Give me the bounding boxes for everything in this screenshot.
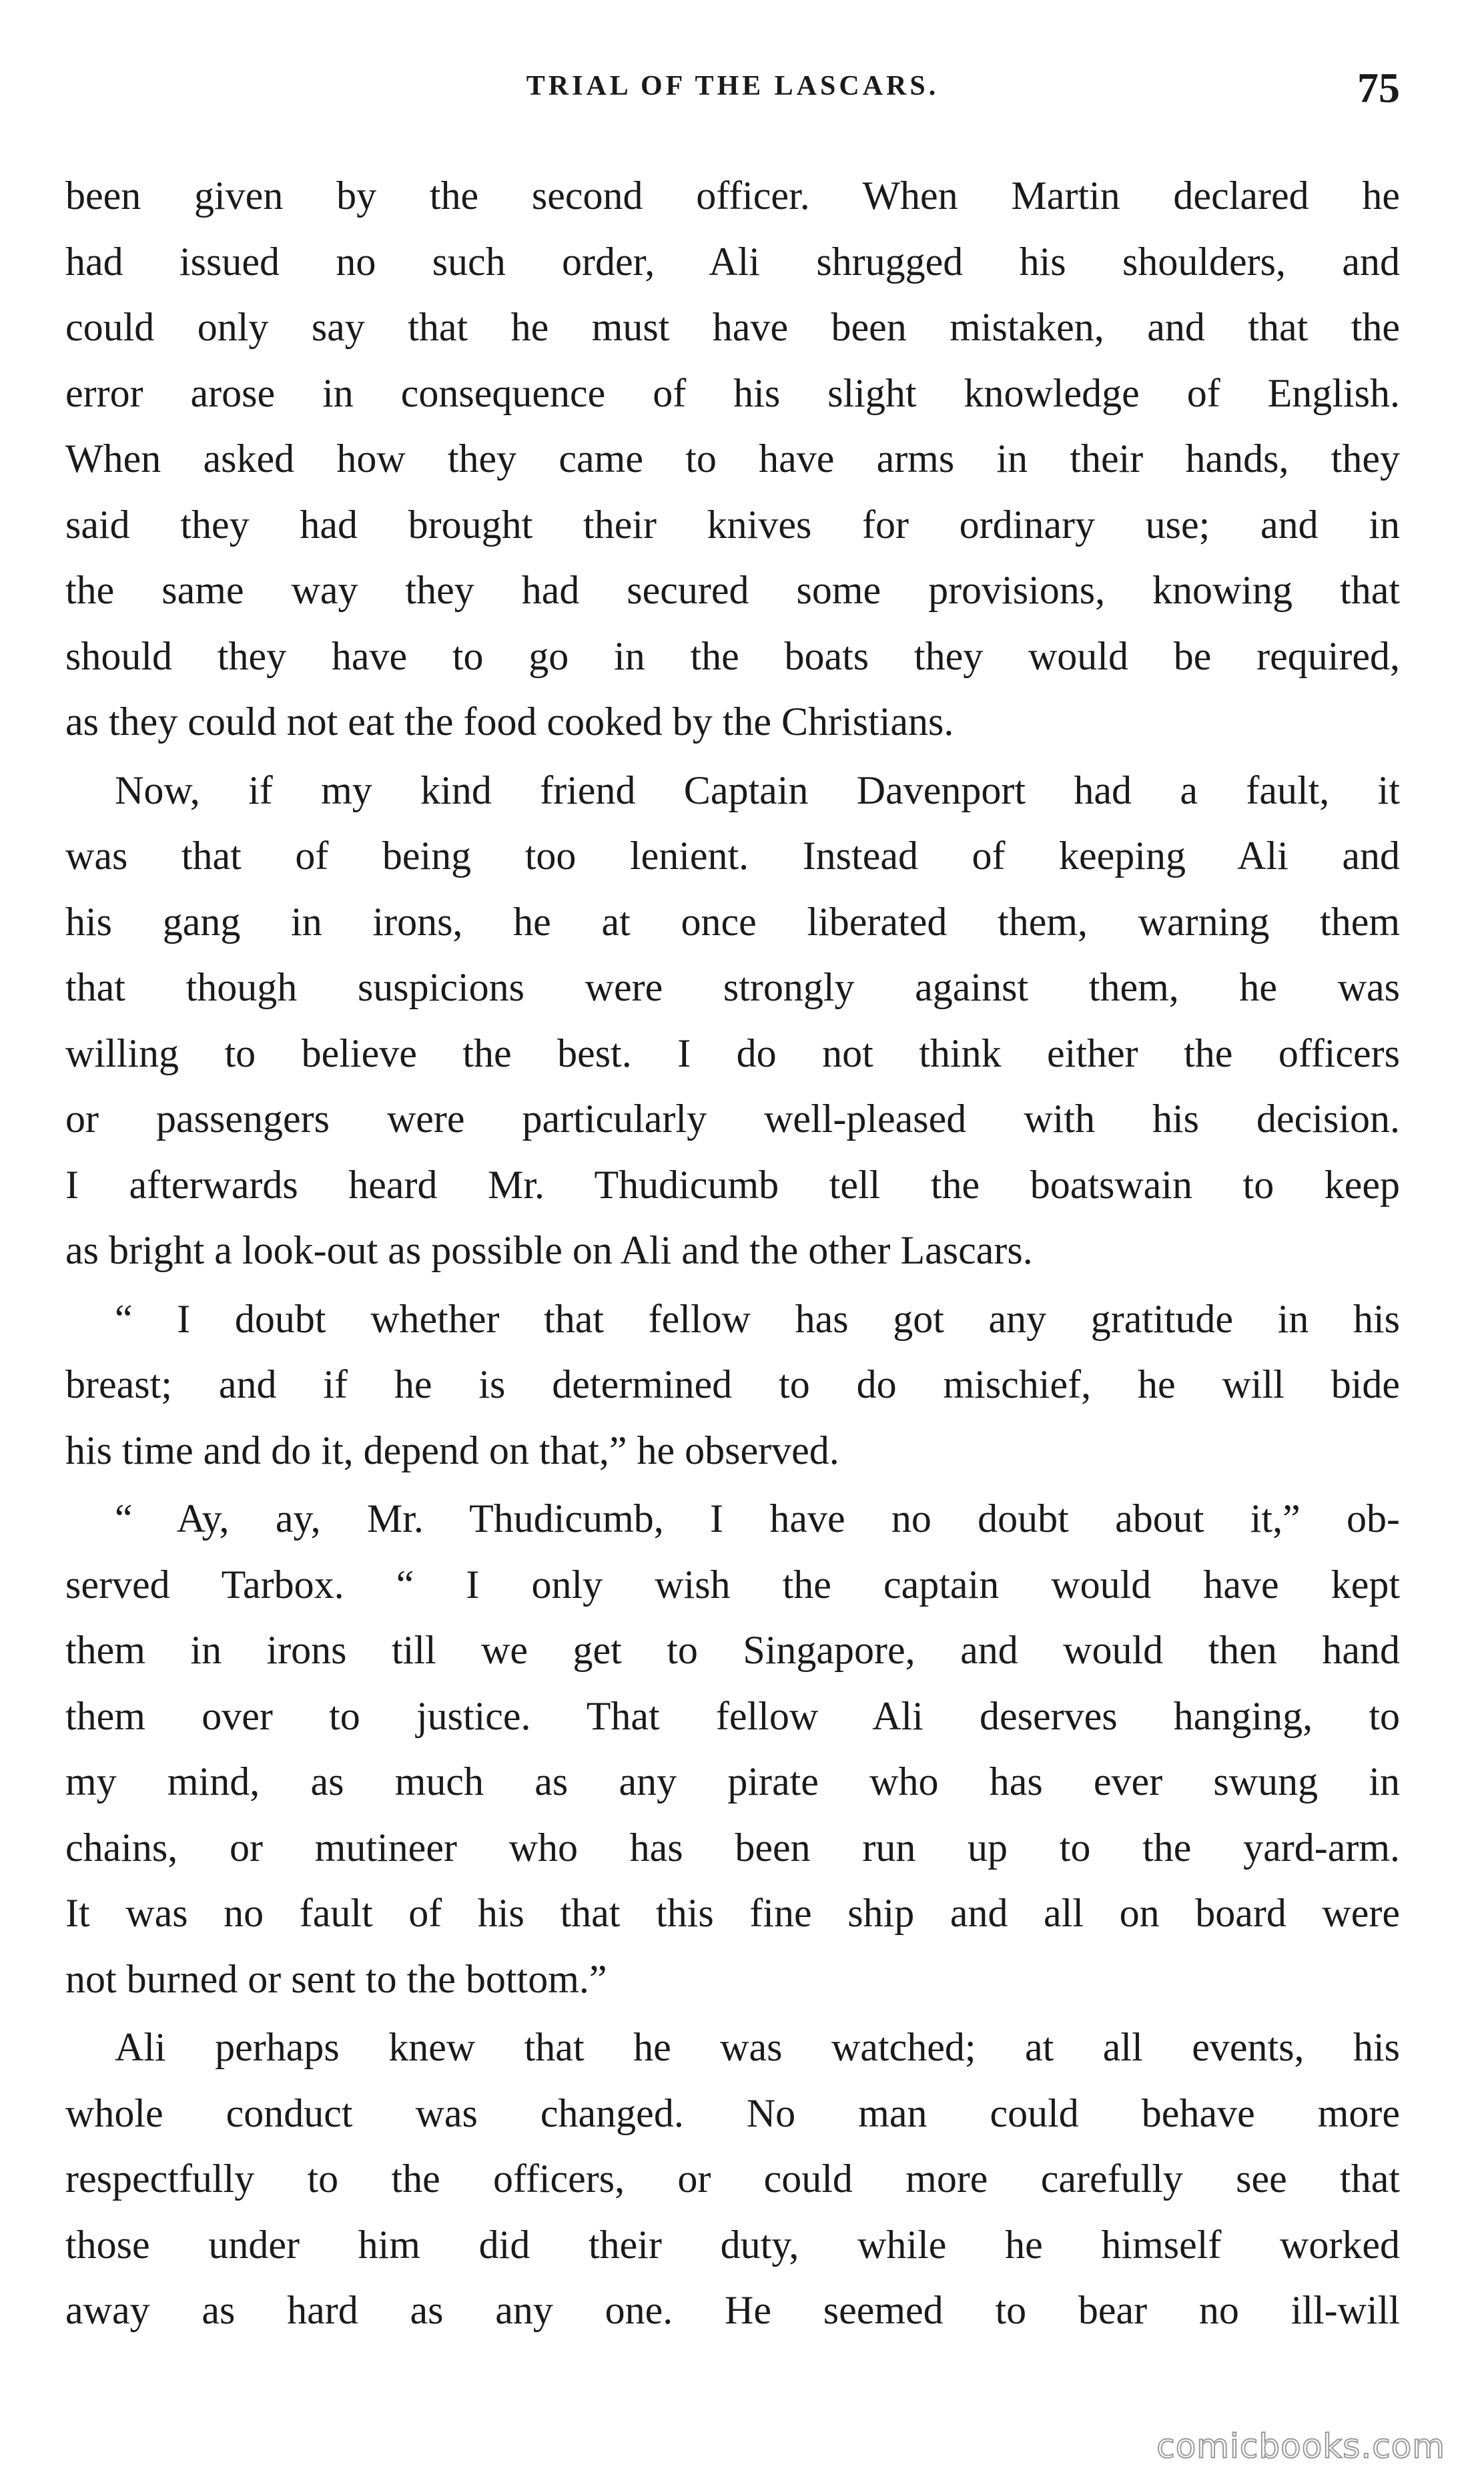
text-line: his time and do it, depend on that,” he observed. bbox=[65, 1428, 839, 1472]
text-line: that though suspicions were strongly against them, he was bbox=[65, 965, 1400, 1009]
text-line: not burned or sent to the bottom.” bbox=[65, 1956, 607, 2001]
paragraph bbox=[65, 163, 1400, 755]
page-number: 75 bbox=[1357, 64, 1400, 111]
text-line: Now, if my kind friend Captain Davenport had a fault, it bbox=[115, 768, 1400, 812]
paragraph bbox=[65, 1486, 1400, 2012]
body-text bbox=[65, 163, 1400, 2343]
text-line: them over to justice. That fellow Ali deserves hanging, to bbox=[65, 1693, 1400, 1738]
paragraph bbox=[65, 2014, 1400, 2343]
text-line: breast; and if he is determined to do mischief, he will bide bbox=[65, 1362, 1400, 1406]
text-line: When asked how they came to have arms in their hands, they bbox=[65, 437, 1400, 481]
paragraph bbox=[65, 758, 1400, 1284]
text-line: as bright a look-out as possible on Ali and the other Lascars. bbox=[65, 1228, 1033, 1272]
text-line: served Tarbox. “ I only wish the captain would have kept bbox=[65, 1562, 1400, 1607]
text-line: “ I doubt whether that fellow has got any gratitude in his bbox=[115, 1296, 1400, 1341]
running-head bbox=[65, 63, 1400, 123]
text-line: as they could not eat the food cooked by the Christians. bbox=[65, 700, 954, 744]
text-line: been given by the second officer. When Martin declared he bbox=[65, 174, 1400, 218]
text-line: had issued no such order, Ali shrugged his shoulders, and bbox=[65, 239, 1400, 284]
text-line: I afterwards heard Mr. Thudicumb tell the boatswain to keep bbox=[65, 1162, 1400, 1207]
text-line: chains, or mutineer who has been run up to the yard-arm. bbox=[65, 1825, 1400, 1870]
text-line: willing to believe the best. I do not think either the officers bbox=[65, 1031, 1400, 1075]
text-line: away as hard as any one. He seemed to bear no ill-will bbox=[65, 2288, 1400, 2332]
text-line: or passengers were particularly well-pleased with his decision. bbox=[65, 1097, 1400, 1141]
text-line: Ali perhaps knew that he was watched; at all events, his bbox=[115, 2025, 1400, 2069]
text-line: said they had brought their knives for ordinary use; and in bbox=[65, 502, 1400, 547]
text-line: “ Ay, ay, Mr. Thudicumb, I have no doubt about it,” ob- bbox=[115, 1496, 1400, 1541]
text-line: error arose in consequence of his slight knowledge of English. bbox=[65, 370, 1400, 415]
running-title: TRIAL OF THE LASCARS. bbox=[526, 71, 940, 101]
text-line: could only say that he must have been mistaken, and that the bbox=[65, 305, 1400, 349]
text-line: It was no fault of his that this fine ship and all on board were bbox=[65, 1891, 1400, 1935]
text-line: my mind, as much as any pirate who has ever swung in bbox=[65, 1759, 1400, 1804]
paragraph bbox=[65, 1286, 1400, 1484]
text-line: his gang in irons, he at once liberated them, warning them bbox=[65, 899, 1400, 944]
text-line: was that of being too lenient. Instead of keeping Ali and bbox=[65, 834, 1400, 878]
site-watermark: comicbooks.com bbox=[1156, 2427, 1445, 2466]
text-line: whole conduct was changed. No man could behave more bbox=[65, 2091, 1400, 2135]
text-line: the same way they had secured some provisions, knowing that bbox=[65, 568, 1400, 612]
text-line: those under him did their duty, while he himself worked bbox=[65, 2222, 1400, 2267]
text-line: should they have to go in the boats they would be required, bbox=[65, 633, 1400, 678]
text-line: respectfully to the officers, or could more carefully see that bbox=[65, 2157, 1400, 2201]
text-line: them in irons till we get to Singapore, and would then hand bbox=[65, 1628, 1400, 1672]
